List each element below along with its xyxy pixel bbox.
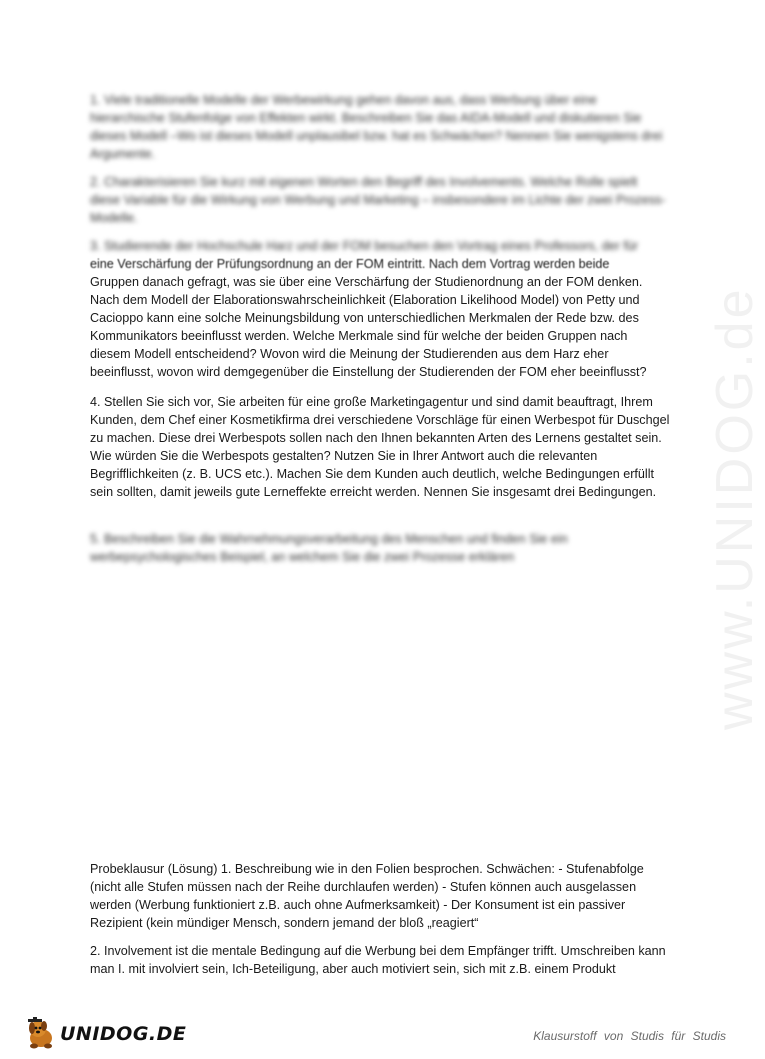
question-5: 5. Beschreiben Sie die Wahrnehmungsverarbeitung des Menschen und finden Sie ein werbepsychologisches Beispiel, an welchem Sie die zwei Prozesse erklären: [90, 532, 568, 564]
question-3-line-2: eine Verschärfung der Prüfungsordnung an der FOM eintritt. Nach dem Vortrag werden beide: [90, 257, 610, 271]
question-2: 2. Charakterisieren Sie kurz mit eigenen Worten den Begriff des Involvements. Welche Rolle spielt diese Variable für die Wirkung von Werbung und Marketing – insbesondere im Lichte der zwei Prozess-Modelle.: [90, 175, 666, 225]
question-1: 1. Viele traditionelle Modelle der Werbewirkung gehen davon aus, dass Werbung über eine hierarchische Stufenfolge von Effekten wirkt. Beschreiben Sie das AIDA-Modell und diskutieren Sie dieses Modell –Wo ist dieses Modell unplausibel bzw. hat es Schwächen? Nennen Sie wenigstens drei Argumente.: [90, 93, 663, 161]
solution-paragraph-2: 2. Involvement ist die mentale Bedingung auf die Werbung bei dem Empfänger trifft. Umschreiben kann man I. mit involviert sein, Ich-Beteiligung, aber auch motiviert sein, sich mit z.B. einem Produkt: [90, 944, 666, 976]
question-3-line-1: 3. Studierende der Hochschule Harz und der FOM besuchen den Vortrag eines Professors, der für: [90, 239, 639, 253]
question-3-text: Gruppen danach gefragt, was sie über eine Verschärfung der Studienordnung an der FOM denken. Nach dem Modell der Elaborationswahrscheinlichkeit (Elaboration Likelihood Model) von Petty und Cacioppo kann eine solche Meinungsbildung von unterschiedlichen Merkmalen der Rede bzw. des Kommunikators beeinflusst werden. Welche Merkmale sind für welche der beiden Gruppen nach diesem Modell entscheidend? Wovon wird die Meinung der Studierenden aus dem Harz eher beeinflusst, wovon wird demgegenüber die Einstellung der Studierenden der FOM eher beeinflusst?: [90, 275, 647, 379]
footer-tagline: Klausurstoff von Studis für Studis: [533, 1029, 726, 1043]
watermark: www.UNIDOG.de: [706, 286, 764, 730]
question-3: [90, 237, 670, 273]
question-4: 4. Stellen Sie sich vor, Sie arbeiten für eine große Marketingagentur und sind damit beauftragt, Ihrem Kunden, dem Chef einer Kosmetikfirma drei verschiedene Vorschläge für einen Werbespot für Duschgel zu machen. Diese drei Werbespots sollen nach den Ihnen bekannten Arten des Lernens gestaltet sein. Wie würden Sie die Werbespots gestalten? Nutzen Sie in Ihrer Antwort auch die relevanten Begrifflichkeiten (z. B. UCS etc.). Machen Sie dem Kunden auch deutlich, welche Bedingungen erfüllt sein sollten, damit jeweils gute Lerneffekte erreicht werden. Nennen Sie insgesamt drei Bedingungen.: [90, 395, 670, 499]
solution-paragraph-1: Probeklausur (Lösung) 1. Beschreibung wie in den Folien besprochen. Schwächen: - Stufenabfolge (nicht alle Stufen müssen nach der Reihe durchlaufen werden) - Stufen können auch ausgelassen werden (Werbung funktioniert z.B. auch ohne Aufmerksamkeit) - Der Konsument ist ein passiver Rezipient (kein mündiger Mensch, sondern jemand der bloß „reagiert“: [90, 862, 644, 930]
dog-mascot-icon: [24, 1017, 58, 1051]
logo-text: UNIDOG.DE: [60, 1023, 187, 1045]
unidog-logo: [24, 1016, 186, 1052]
